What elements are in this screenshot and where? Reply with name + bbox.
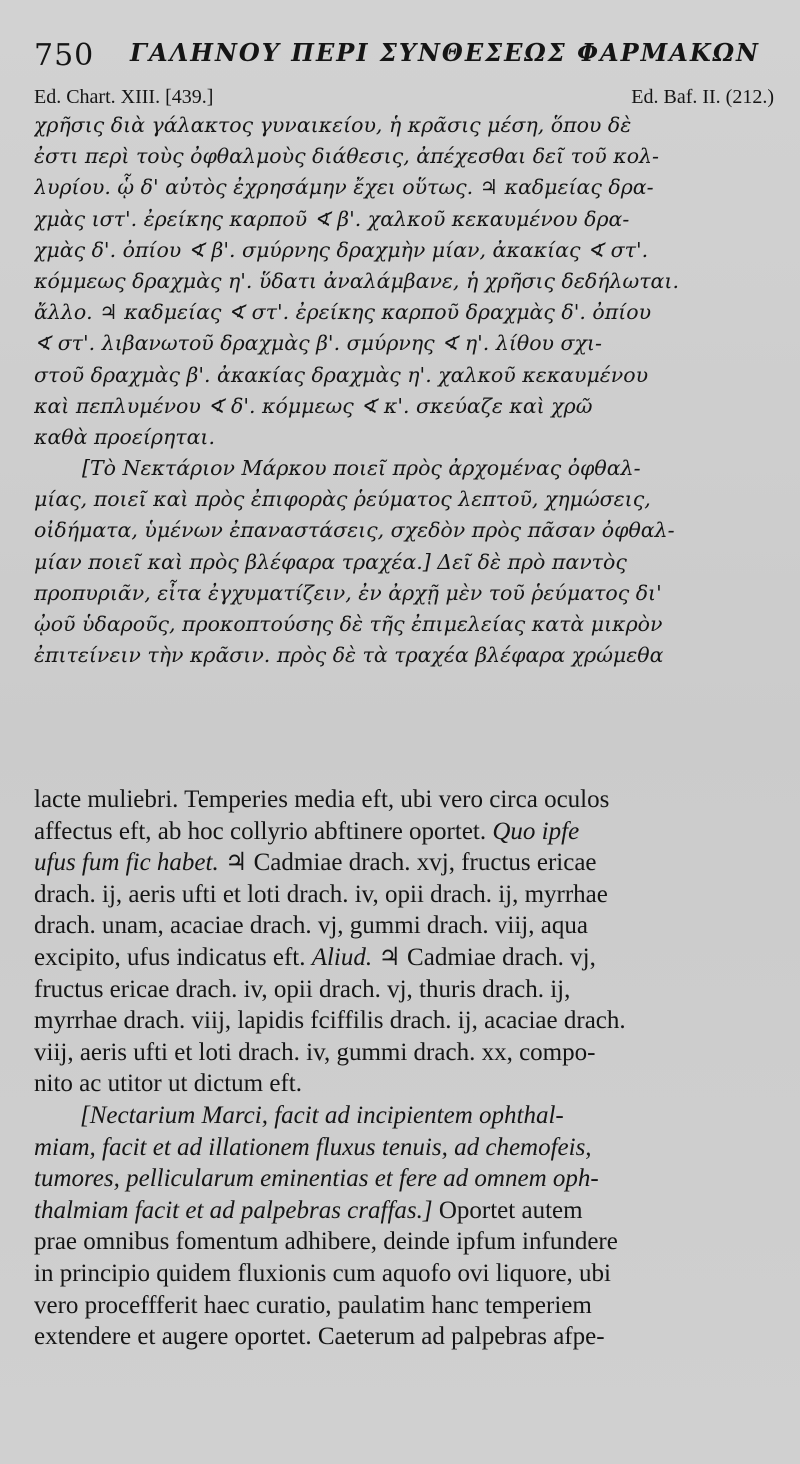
greek-text-block bbox=[34, 110, 770, 671]
latin-line bbox=[34, 879, 774, 911]
latin-line bbox=[34, 1163, 774, 1195]
greek-line: καθὰ προείρηται. bbox=[34, 424, 215, 449]
greek-line: λυρίου. ᾧ δ' αὐτὸς ἐχρησάμην ἔχει οὕτως. ♃ καδμείας δρα- bbox=[34, 175, 654, 200]
latin-text: prae omnibus fomentum adhibere, deinde ipfum infundere bbox=[34, 1228, 618, 1256]
latin-line bbox=[34, 847, 774, 879]
greek-line: χμὰς ιστ'. ἐρείκης καρποῦ ∢ β'. χαλκοῦ κεκαυμένου δρα- bbox=[34, 206, 630, 231]
greek-line: στοῦ δραχμὰς β'. ἀκακίας δραχμὰς η'. χαλκοῦ κεκαυμένου bbox=[34, 362, 649, 387]
latin-line bbox=[34, 1258, 774, 1290]
greek-line: μίαν ποιεῖ καὶ πρὸς βλέφαρα τραχέα.] Δεῖ δὲ πρὸ παντὸς bbox=[34, 549, 627, 574]
page-number: 750 bbox=[34, 38, 95, 73]
page-header bbox=[34, 30, 774, 74]
latin-line bbox=[34, 1321, 774, 1353]
latin-italic-text: ufus fum fic habet. bbox=[34, 849, 219, 877]
latin-text: in principio quidem fluxionis cum aquofo ovi liquore, ubi bbox=[34, 1259, 612, 1287]
latin-italic-text: Quo ipfe bbox=[492, 817, 580, 845]
latin-line bbox=[34, 1100, 774, 1132]
greek-line: ἐπιτείνειν τὴν κρᾶσιν. πρὸς δὲ τὰ τραχέα βλέφαρα χρώμεθα bbox=[34, 643, 664, 668]
latin-line bbox=[34, 1132, 774, 1164]
latin-text: fructus ericae drach. iv, opii drach. vj, thuris drach. ij, bbox=[34, 975, 571, 1003]
latin-italic-text: miam, facit et ad illationem fluxus tenuis, ad chemofeis, bbox=[34, 1133, 592, 1161]
greek-line: ∢ στ'. λιβανωτοῦ δραχμὰς β'. σμύρνης ∢ η'. λίθου σχι- bbox=[34, 331, 602, 356]
greek-line: ἐστι περὶ τοὺς ὀφθαλμοὺς διάθεσις, ἀπέχεσθαι δεῖ τοῦ κολ- bbox=[34, 144, 659, 169]
latin-line bbox=[34, 974, 774, 1006]
latin-line bbox=[34, 1290, 774, 1322]
latin-italic-text: tumores, pellicularum eminentias et fere ad omnem oph- bbox=[34, 1165, 599, 1193]
latin-text-block bbox=[34, 784, 774, 1353]
latin-text: ♃ Cadmiae drach. xvj, fructus ericae bbox=[224, 849, 597, 877]
latin-text: vero proceffferit haec curatio, paulatim hanc temperiem bbox=[34, 1291, 592, 1319]
latin-line bbox=[34, 1037, 774, 1069]
greek-line: [Τὸ Νεκτάριον Μάρκου ποιεῖ πρὸς ἀρχομένας ὀφθαλ- bbox=[82, 456, 641, 481]
latin-line bbox=[34, 910, 774, 942]
latin-text: nito ac utitor ut dictum eft. bbox=[34, 1070, 302, 1098]
greek-line: χμὰς δ'. ὀπίου ∢ β'. σμύρνης δραχμὴν μίαν, ἀκακίας ∢ στ'. bbox=[34, 237, 649, 262]
latin-line bbox=[34, 942, 774, 974]
running-title: ΓΑΛΗΝΟΥ ΠΕΡΙ ΣΥΝΘΕΣΕΩΣ ΦΑΡΜΑΚΩΝ bbox=[130, 38, 760, 67]
latin-text: affectus eft, ab hoc collyrio abftinere oportet. bbox=[34, 817, 487, 845]
greek-line: προπυριᾶν, εἶτα ἐγχυματίζειν, ἐν ἀρχῇ μὲν τοῦ ῥεύματος δι' bbox=[34, 580, 662, 605]
latin-italic-text: thalmiam facit et ad palpebras craffas.] bbox=[34, 1196, 433, 1224]
latin-line bbox=[34, 784, 774, 816]
latin-text: excipito, ufus indicatus eft. bbox=[34, 943, 306, 971]
greek-line: καὶ πεπλυμένου ∢ δ'. κόμμεως ∢ κ'. σκεύαζε καὶ χρῶ bbox=[34, 393, 593, 418]
greek-line: οἰδήματα, ὑμένων ἐπαναστάσεις, σχεδὸν πρὸς πᾶσαν ὀφθαλ- bbox=[34, 518, 675, 543]
greek-line: ᾠοῦ ὑδαροῦς, προκοπτούσης δὲ τῆς ἐπιμελείας κατὰ μικρὸν bbox=[34, 612, 663, 636]
greek-line: κόμμεως δραχμὰς η'. ὕδατι ἀναλάμβανε, ἡ χρῆσις δεδήλωται. bbox=[34, 268, 679, 293]
edition-basel: Ed. Baf. II. (212.) bbox=[631, 86, 774, 108]
latin-italic-text: [Nectarium Marci, facit ad incipientem ophthal- bbox=[80, 1101, 564, 1129]
latin-line bbox=[34, 1005, 774, 1037]
edition-chartier: Ed. Chart. XIII. [439.] bbox=[34, 86, 214, 108]
latin-italic-text: Aliud. bbox=[311, 943, 373, 971]
greek-line: μίας, ποιεῖ καὶ πρὸς ἐπιφορὰς ῥεύματος λεπτοῦ, χημώσεις, bbox=[34, 487, 651, 512]
latin-text: ♃ Cadmiae drach. vj, bbox=[378, 943, 596, 971]
latin-line bbox=[34, 1068, 774, 1100]
latin-line bbox=[34, 1195, 774, 1227]
latin-text: myrrhae drach. viij, lapidis fciffilis drach. ij, acaciae drach. bbox=[34, 1007, 626, 1035]
latin-text: lacte muliebri. Temperies media eft, ubi vero circa oculos bbox=[34, 786, 610, 813]
latin-text: extendere et augere oportet. Caeterum ad palpebras afpe- bbox=[34, 1323, 605, 1351]
latin-line bbox=[34, 1226, 774, 1258]
latin-line bbox=[34, 816, 774, 848]
latin-text: viij, aeris ufti et loti drach. iv, gummi drach. xx, compo- bbox=[34, 1038, 596, 1066]
latin-text: drach. unam, acaciae drach. vj, gummi drach. viij, aqua bbox=[34, 912, 588, 940]
latin-text: Oportet autem bbox=[438, 1196, 583, 1224]
greek-line: χρῆσις διὰ γάλακτος γυναικείου, ἡ κρᾶσις μέση, ὅπου δὲ bbox=[34, 113, 632, 137]
latin-text: drach. ij, aeris ufti et loti drach. iv, opii drach. ij, myrrhae bbox=[34, 880, 608, 908]
greek-line: ἄλλο. ♃ καδμείας ∢ στ'. ἐρείκης καρποῦ δραχμὰς δ'. ὀπίου bbox=[34, 300, 652, 325]
